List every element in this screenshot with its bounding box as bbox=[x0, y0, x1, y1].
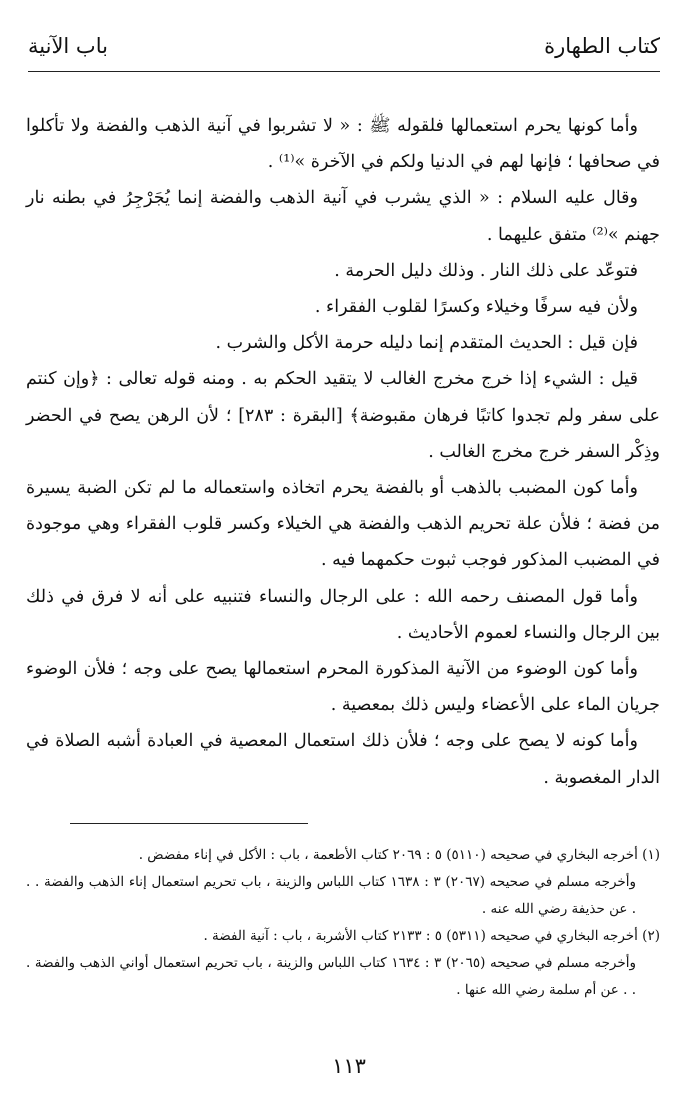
footnotes bbox=[26, 842, 660, 1004]
paragraph: فتوعّد على ذلك النار . وذلك دليل الحرمة . bbox=[334, 260, 638, 281]
footnote: وأخرجه مسلم في صحيحه (٢٠٦٧) ٣ : ١٦٣٨ كتاب اللباس والزينة ، باب تحريم استعمال إناء الذهب والفضة . . . عن حذيفة رضي الله عنه . bbox=[26, 874, 637, 917]
paragraph: قيل : الشيء إذا خرج مخرج الغالب لا يتقيد الحكم به . ومنه قوله تعالى : ﴿وإن كنتم على سفر ولم تجدوا كاتبًا فرهان مقبوضة﴾ [البقرة : ٢٨٣] ؛ لأن الرهن يصح في الحضر وذِكْر السفر خرج مخرج الغالب . bbox=[26, 369, 660, 462]
page-number: ١١٣ bbox=[332, 1054, 366, 1078]
chapter-title: باب الآنية bbox=[28, 34, 108, 58]
main-text bbox=[26, 108, 660, 796]
paragraph: وأما كونها يحرم استعمالها فلقوله ﷺ : « لا تشربوا في آنية الذهب والفضة ولا تأكلوا في صحافها ؛ فإنها لهم في الدنيا ولكم في الآخرة »⁽¹⁾ . bbox=[26, 116, 660, 173]
paragraph: فإن قيل : الحديث المتقدم إنما دليله حرمة الأكل والشرب . bbox=[215, 333, 638, 354]
paragraph: ولأن فيه سرفًا وخيلاء وكسرًا لقلوب الفقراء . bbox=[314, 297, 638, 318]
paragraph: وأما قول المصنف رحمه الله : على الرجال والنساء فتنبيه على أنه لا فرق في ذلك بين الرجال والنساء لعموم الأحاديث . bbox=[26, 586, 660, 643]
paragraph: وقال عليه السلام : « الذي يشرب في آنية الذهب والفضة إنما يُجَرْجِرُ في بطنه نار جهنم »⁽²⁾ متفق عليهما . bbox=[26, 188, 660, 245]
book-title: كتاب الطهارة bbox=[544, 34, 660, 58]
footnote: (١) أخرجه البخاري في صحيحه (٥١١٠) ٥ : ٢٠٦٩ كتاب الأطعمة ، باب : الأكل في إناء مفضض . bbox=[138, 847, 660, 863]
footnote: وأخرجه مسلم في صحيحه (٢٠٦٥) ٣ : ١٦٣٤ كتاب اللباس والزينة ، باب تحريم استعمال أواني الذهب والفضة . . . عن أم سلمة رضي الله عنها . bbox=[26, 955, 636, 998]
running-head bbox=[28, 34, 660, 58]
paragraph: وأما كونه لا يصح على وجه ؛ فلأن ذلك استعمال المعصية في العبادة أشبه الصلاة في الدار المغصوبة . bbox=[26, 731, 660, 788]
paragraph: وأما كون الوضوء من الآنية المذكورة المحرم استعمالها يصح على وجه ؛ فلأن الوضوء جريان الماء على الأعضاء وليس ذلك بمعصية . bbox=[26, 659, 660, 716]
footnote-rule bbox=[70, 823, 308, 824]
header-rule bbox=[28, 71, 660, 72]
paragraph: وأما كون المضبب بالذهب أو بالفضة يحرم اتخاذه واستعماله ما لم تكن الضبة يسيرة من فضة ؛ فلأن علة تحريم الذهب والفضة هي الخيلاء وكسر قلوب الفقراء وهي موجودة في المضبب المذكور فوجب ثبوت حكمهما فيه . bbox=[26, 478, 660, 571]
footnote: (٢) أخرجه البخاري في صحيحه (٥٣١١) ٥ : ٢١٣٣ كتاب الأشربة ، باب : آنية الفضة . bbox=[203, 928, 660, 944]
